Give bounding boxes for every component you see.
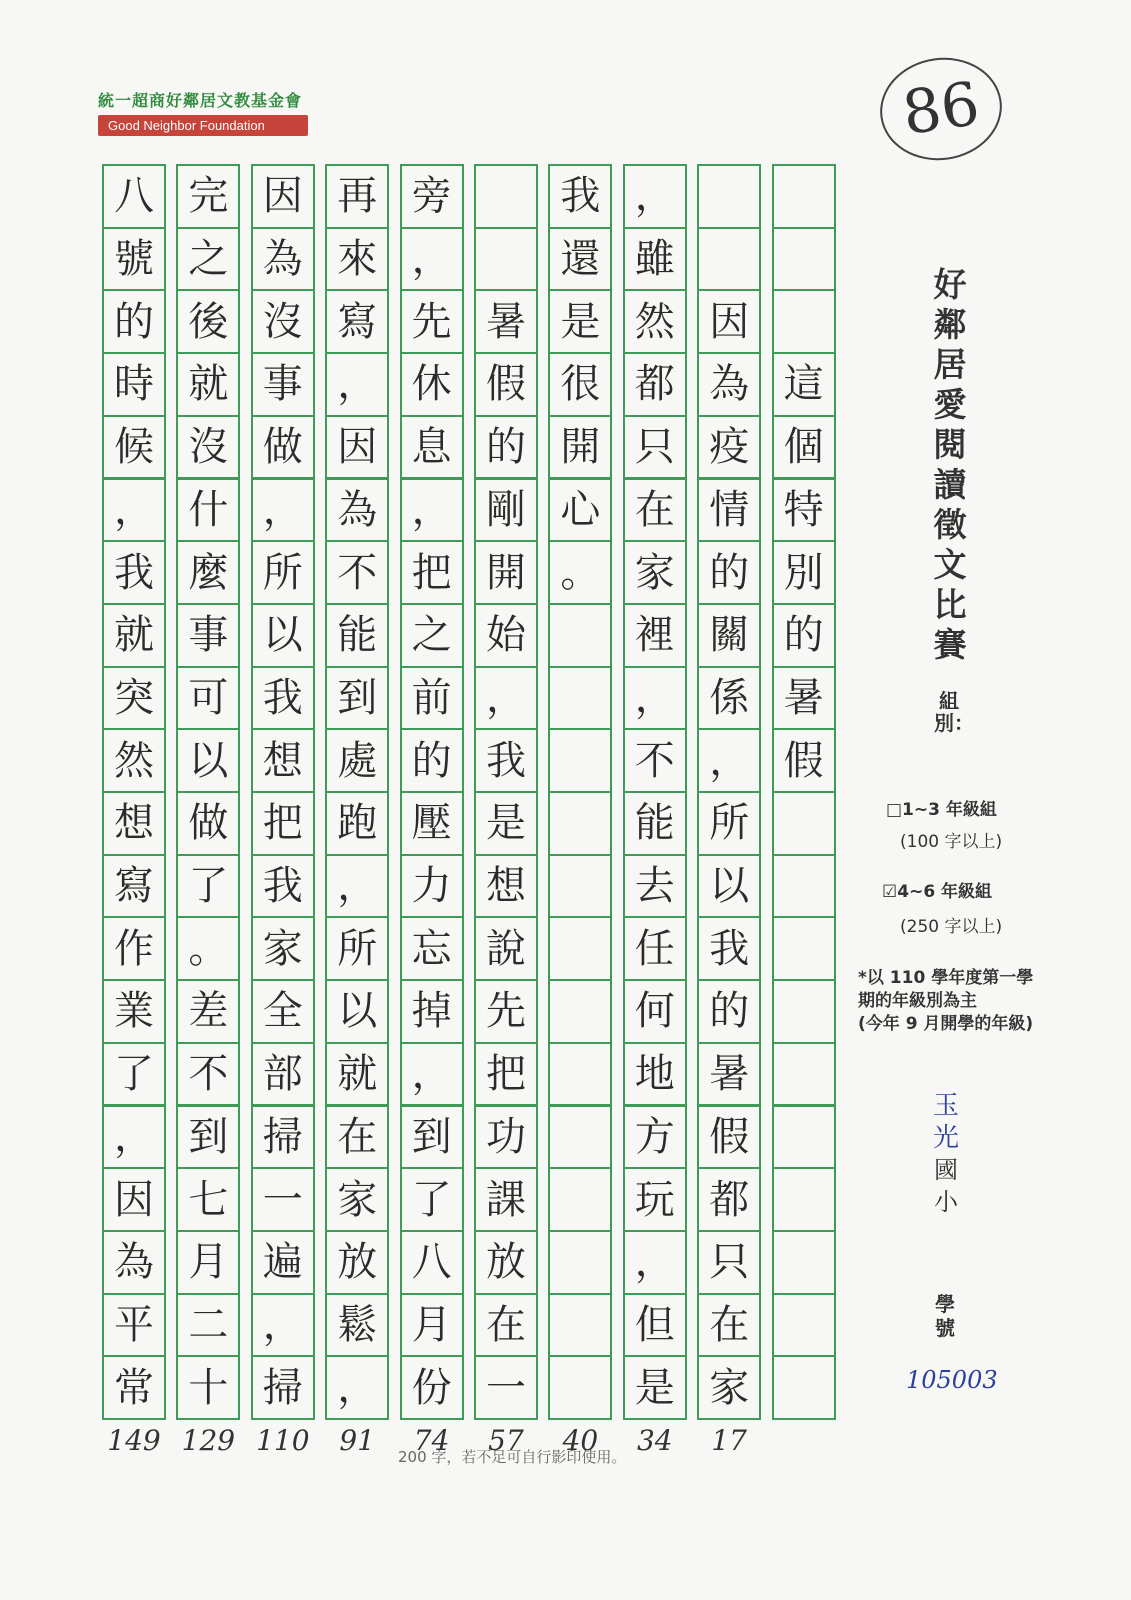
grid-cell: 常 [102, 1355, 166, 1420]
column-char-count: 91 [339, 1424, 375, 1457]
grid-cell: 掉 [400, 979, 464, 1044]
grid-cell: ， [325, 854, 389, 919]
grid-cell: 就 [325, 1042, 389, 1107]
grid-cell: 八 [400, 1230, 464, 1295]
grid-cell: 後 [176, 289, 240, 354]
grid-cell: 開 [474, 540, 538, 605]
grid-cell: 之 [176, 227, 240, 292]
grid-cell: 在 [623, 478, 687, 543]
grid-cell: ， [400, 227, 464, 292]
column-char-count: 34 [636, 1424, 673, 1457]
grid-cell: ， [400, 478, 464, 543]
grid-cell: 把 [474, 1042, 538, 1107]
grid-cell: 休 [400, 352, 464, 417]
grid-cell [548, 1293, 612, 1358]
grid-cell [772, 791, 836, 856]
grid-cell [548, 603, 612, 668]
grid-cell: 很 [548, 352, 612, 417]
grid-cell: 以 [251, 603, 315, 668]
grid-cell: 忘 [400, 916, 464, 981]
grid-cell: 個 [772, 415, 836, 480]
group-option-4-6: ☑4~6 年級組 [882, 882, 993, 902]
grid-cell: 我 [697, 916, 761, 981]
grid-cell: 家 [251, 916, 315, 981]
grid-cell: 因 [251, 164, 315, 229]
grid-cell: 壓 [400, 791, 464, 856]
column-char-count: 129 [181, 1424, 236, 1457]
school-name [926, 1090, 966, 1218]
grid-cell [772, 979, 836, 1044]
grid-cell [772, 289, 836, 354]
grid-cell: 因 [697, 289, 761, 354]
student-number: 105003 [906, 1366, 998, 1394]
grid-cell: 開 [548, 415, 612, 480]
grid-cell: 假 [772, 728, 836, 793]
group-option-1-3-note: (100 字以上) [900, 832, 1003, 852]
grid-cell [772, 916, 836, 981]
grid-cell: 部 [251, 1042, 315, 1107]
grid-cell [772, 1105, 836, 1170]
grid-cell: 就 [102, 603, 166, 668]
grid-cell: 力 [400, 854, 464, 919]
grid-cell: 為 [697, 352, 761, 417]
grid-cell: 在 [697, 1293, 761, 1358]
grid-cell: 何 [623, 979, 687, 1044]
grid-cell: 能 [325, 603, 389, 668]
grid-cell [548, 854, 612, 919]
grid-cell: 不 [176, 1042, 240, 1107]
grid-cell: 但 [623, 1293, 687, 1358]
grid-cell: ， [325, 352, 389, 417]
grid-cell: 暑 [474, 289, 538, 354]
grid-cell: 處 [325, 728, 389, 793]
grid-cell: 所 [251, 540, 315, 605]
grid-cell: 雖 [623, 227, 687, 292]
grade-remark-line-3: (今年 9 月開學的年級) [858, 1014, 1034, 1034]
grid-cell: 到 [400, 1105, 464, 1170]
grid-cell: 特 [772, 478, 836, 543]
foundation-logo [98, 88, 316, 136]
grid-cell [772, 227, 836, 292]
grid-cell: 的 [697, 540, 761, 605]
grid-cell: 鬆 [325, 1293, 389, 1358]
grid-cell: 以 [697, 854, 761, 919]
grid-cell [697, 227, 761, 292]
grid-cell: 因 [325, 415, 389, 480]
grid-cell: 一 [474, 1355, 538, 1420]
group-option-4-6-note: (250 字以上) [900, 917, 1003, 937]
grid-cell: 說 [474, 916, 538, 981]
grid-cell: ， [697, 728, 761, 793]
grid-cell: 不 [623, 728, 687, 793]
grid-cell [548, 728, 612, 793]
grid-cell: 做 [176, 791, 240, 856]
grid-cell: 課 [474, 1167, 538, 1232]
grid-cell: 份 [400, 1355, 464, 1420]
column-char-count: 74 [413, 1424, 450, 1457]
school-name-handwritten: 玉光 [932, 1091, 959, 1153]
grid-cell: ， [102, 478, 166, 543]
grid-cell: 我 [474, 728, 538, 793]
grid-cell: 只 [623, 415, 687, 480]
grid-cell: ， [251, 478, 315, 543]
grid-cell: ， [400, 1042, 464, 1107]
grid-cell: 功 [474, 1105, 538, 1170]
grid-cell: 都 [697, 1167, 761, 1232]
grid-cell: 玩 [623, 1167, 687, 1232]
grid-cell: 地 [623, 1042, 687, 1107]
grid-cell: 所 [697, 791, 761, 856]
grid-cell: 所 [325, 916, 389, 981]
grid-cell: 了 [102, 1042, 166, 1107]
grid-cell: 二 [176, 1293, 240, 1358]
grid-cell [548, 1230, 612, 1295]
grid-cell: 。 [548, 540, 612, 605]
grid-cell: 然 [623, 289, 687, 354]
grid-cell: 麼 [176, 540, 240, 605]
grid-cell: 我 [102, 540, 166, 605]
grid-cell: 以 [325, 979, 389, 1044]
grid-cell: 放 [474, 1230, 538, 1295]
grid-cell: 暑 [772, 666, 836, 731]
grid-cell: 方 [623, 1105, 687, 1170]
contest-title: 好鄰居愛閱讀徵文比賽 [933, 265, 967, 664]
grid-footer-note: 200 字，若不足可自行影印使用。 [398, 1448, 627, 1466]
grid-cell: 遍 [251, 1230, 315, 1295]
grid-cell: 別 [772, 540, 836, 605]
grid-cell: 我 [548, 164, 612, 229]
grid-cell: 跑 [325, 791, 389, 856]
grid-cell [548, 1167, 612, 1232]
grid-cell: 想 [102, 791, 166, 856]
grid-cell: ， [623, 1230, 687, 1295]
grid-cell [474, 227, 538, 292]
grid-cell: 事 [176, 603, 240, 668]
grid-cell: ， [102, 1105, 166, 1170]
grid-cell: 只 [697, 1230, 761, 1295]
writing-grid [102, 164, 830, 1418]
grid-cell: 然 [102, 728, 166, 793]
grid-cell: 不 [325, 540, 389, 605]
column-char-count: 149 [107, 1424, 161, 1457]
grid-cell: 之 [400, 603, 464, 668]
grid-cell: 月 [176, 1230, 240, 1295]
grid-cell: 什 [176, 478, 240, 543]
grid-cell [772, 1293, 836, 1358]
grid-cell: 始 [474, 603, 538, 668]
grid-cell: 假 [697, 1105, 761, 1170]
grid-cell: 因 [102, 1167, 166, 1232]
grid-cell: 係 [697, 666, 761, 731]
school-suffix: 國 [934, 1156, 958, 1184]
grid-cell: 事 [251, 352, 315, 417]
grid-cell: 號 [102, 227, 166, 292]
grid-cell: 想 [251, 728, 315, 793]
grid-cell: 為 [102, 1230, 166, 1295]
grid-cell: ， [623, 666, 687, 731]
grid-cell: 到 [325, 666, 389, 731]
grid-cell: 的 [697, 979, 761, 1044]
grid-cell: 。 [176, 916, 240, 981]
student-number-label: 學號 [935, 1292, 955, 1340]
grid-cell: 在 [474, 1293, 538, 1358]
grid-cell: 還 [548, 227, 612, 292]
grid-cell: 差 [176, 979, 240, 1044]
grid-cell [548, 1105, 612, 1170]
grade-remark-line-1: *以 110 學年度第一學 [858, 968, 1034, 988]
grid-cell: 的 [102, 289, 166, 354]
grid-cell: 放 [325, 1230, 389, 1295]
grid-cell: 先 [474, 979, 538, 1044]
grid-cell: 情 [697, 478, 761, 543]
grid-cell: 掃 [251, 1105, 315, 1170]
grid-cell: 再 [325, 164, 389, 229]
grid-cell: 時 [102, 352, 166, 417]
grid-cell: 前 [400, 666, 464, 731]
grid-cell: 家 [325, 1167, 389, 1232]
grid-cell: 十 [176, 1355, 240, 1420]
grid-cell: ， [623, 164, 687, 229]
grid-cell: 旁 [400, 164, 464, 229]
grid-cell: 在 [325, 1105, 389, 1170]
grid-cell: 了 [176, 854, 240, 919]
grid-cell: 做 [251, 415, 315, 480]
grid-cell: 到 [176, 1105, 240, 1170]
column-char-count: 17 [711, 1424, 747, 1457]
grid-cell: 寫 [325, 289, 389, 354]
grid-cell: 我 [251, 854, 315, 919]
grid-cell: 全 [251, 979, 315, 1044]
grid-cell: 月 [400, 1293, 464, 1358]
grid-cell: 掃 [251, 1355, 315, 1420]
grid-cell: 一 [251, 1167, 315, 1232]
grid-cell: 就 [176, 352, 240, 417]
grid-cell [548, 666, 612, 731]
grid-cell: 七 [176, 1167, 240, 1232]
grid-cell: 候 [102, 415, 166, 480]
grid-cell: 八 [102, 164, 166, 229]
grid-cell: 的 [474, 415, 538, 480]
grid-cell: ， [474, 666, 538, 731]
column-char-count: 40 [562, 1424, 599, 1457]
grid-cell: ， [251, 1293, 315, 1358]
grid-cell: 是 [474, 791, 538, 856]
grid-cell: 寫 [102, 854, 166, 919]
foundation-name-en: Good Neighbor Foundation [98, 115, 308, 136]
grid-cell: 來 [325, 227, 389, 292]
grid-cell: 剛 [474, 478, 538, 543]
grid-cell: 都 [623, 352, 687, 417]
grid-cell: 了 [400, 1167, 464, 1232]
column-char-count: 110 [256, 1424, 310, 1457]
grid-cell: 任 [623, 916, 687, 981]
grid-cell: 為 [325, 478, 389, 543]
grid-cell: 突 [102, 666, 166, 731]
grid-cell: 心 [548, 478, 612, 543]
grid-cell [772, 1355, 836, 1420]
grid-cell: 的 [772, 603, 836, 668]
grid-cell [697, 164, 761, 229]
grid-cell [548, 1042, 612, 1107]
grid-cell: 是 [623, 1355, 687, 1420]
grid-cell: 作 [102, 916, 166, 981]
grid-cell [474, 164, 538, 229]
grid-cell: 把 [251, 791, 315, 856]
grid-cell: 業 [102, 979, 166, 1044]
score-circle: 86 [873, 50, 1008, 168]
grid-cell: 以 [176, 728, 240, 793]
grid-cell: 可 [176, 666, 240, 731]
grid-cell [772, 1167, 836, 1232]
grid-cell: 息 [400, 415, 464, 480]
grid-cell: 平 [102, 1293, 166, 1358]
group-option-1-3: □1~3 年級組 [886, 800, 997, 820]
grid-cell: 完 [176, 164, 240, 229]
grid-cell [548, 791, 612, 856]
grid-cell [772, 854, 836, 919]
grid-cell: ， [325, 1355, 389, 1420]
school-suffix-2: 小 [934, 1188, 958, 1216]
column-char-count: 57 [488, 1424, 524, 1457]
grid-cell: 把 [400, 540, 464, 605]
grid-cell: 暑 [697, 1042, 761, 1107]
grid-cell: 能 [623, 791, 687, 856]
grade-remark-line-2: 期的年級別為主 [858, 991, 977, 1011]
grid-cell: 先 [400, 289, 464, 354]
grid-cell: 想 [474, 854, 538, 919]
foundation-name-cn: 統一超商好鄰居文教基金會 [98, 91, 303, 110]
grid-cell [548, 1355, 612, 1420]
grid-cell: 家 [697, 1355, 761, 1420]
grid-cell [548, 916, 612, 981]
grid-cell: 裡 [623, 603, 687, 668]
grid-cell [772, 164, 836, 229]
grid-cell: 我 [251, 666, 315, 731]
grid-cell: 關 [697, 603, 761, 668]
grid-cell: 疫 [697, 415, 761, 480]
grid-cell: 沒 [251, 289, 315, 354]
grid-cell: 這 [772, 352, 836, 417]
grid-cell: 為 [251, 227, 315, 292]
grid-cell: 家 [623, 540, 687, 605]
grid-cell: 假 [474, 352, 538, 417]
group-label: 組別： [934, 689, 974, 735]
grid-cell: 沒 [176, 415, 240, 480]
grid-cell [548, 979, 612, 1044]
grid-cell [772, 1230, 836, 1295]
grid-cell: 是 [548, 289, 612, 354]
grid-cell [772, 1042, 836, 1107]
grid-cell: 去 [623, 854, 687, 919]
grid-cell: 的 [400, 728, 464, 793]
